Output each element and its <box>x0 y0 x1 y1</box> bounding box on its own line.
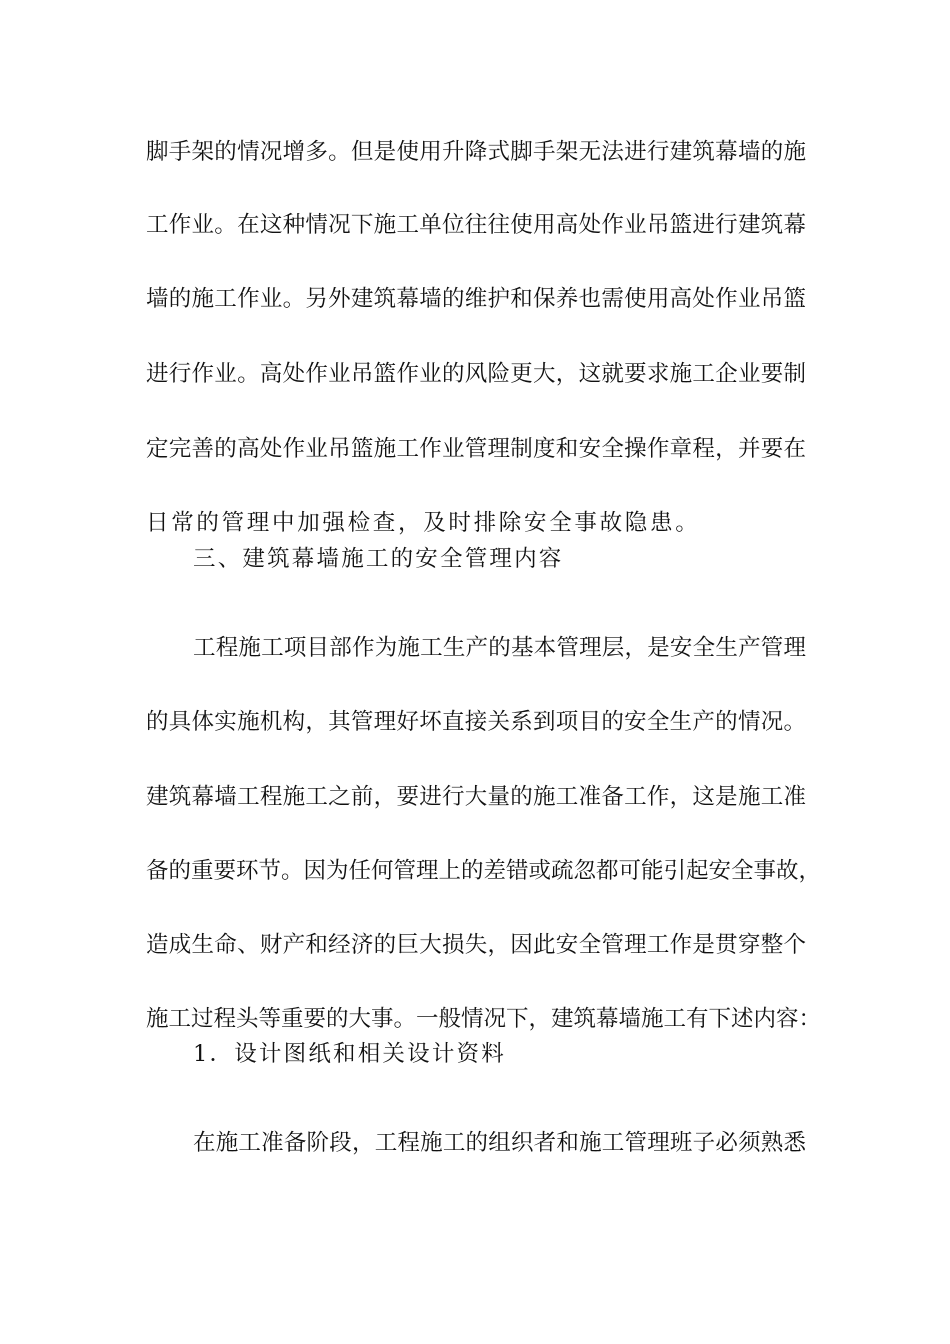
paragraph-line: 在施工准备阶段，工程施工的组织者和施工管理班子必须熟悉 <box>193 1130 806 1156</box>
paragraph-line: 墙的施工作业。另外建筑幕墙的维护和保养也需使用高处作业吊篮 <box>146 286 806 312</box>
paragraph-line: 定完善的高处作业吊篮施工作业管理制度和安全操作章程，并要在 <box>146 436 806 462</box>
paragraph-line: 进行作业。高处作业吊篮作业的风险更大，这就要求施工企业要制 <box>146 361 806 387</box>
paragraph-line: 建筑幕墙工程施工之前，要进行大量的施工准备工作，这是施工准 <box>146 784 806 810</box>
paragraph-line: 施工过程头等重要的大事。一般情况下，建筑幕墙施工有下述内容： <box>146 1006 822 1032</box>
paragraph-line: 的具体实施机构，其管理好坏直接关系到项目的安全生产的情况。 <box>146 709 806 735</box>
paragraph-line: 备的重要环节。因为任何管理上的差错或疏忽都可能引起安全事故， <box>146 858 822 884</box>
paragraph-line: 造成生命、财产和经济的巨大损失，因此安全管理工作是贯穿整个 <box>146 932 806 958</box>
paragraph-line: 日常的管理中加强检查，及时排除安全事故隐患。 <box>146 510 701 536</box>
paragraph-line: 脚手架的情况增多。但是使用升降式脚手架无法进行建筑幕墙的施 <box>146 139 806 165</box>
subsection-heading: 1．设计图纸和相关设计资料 <box>193 1041 506 1067</box>
paragraph-line: 工程施工项目部作为施工生产的基本管理层，是安全生产管理 <box>193 635 806 661</box>
paragraph-line: 工作业。在这种情况下施工单位往往使用高处作业吊篮进行建筑幕 <box>146 212 806 238</box>
section-heading: 三、建筑幕墙施工的安全管理内容 <box>193 546 564 572</box>
